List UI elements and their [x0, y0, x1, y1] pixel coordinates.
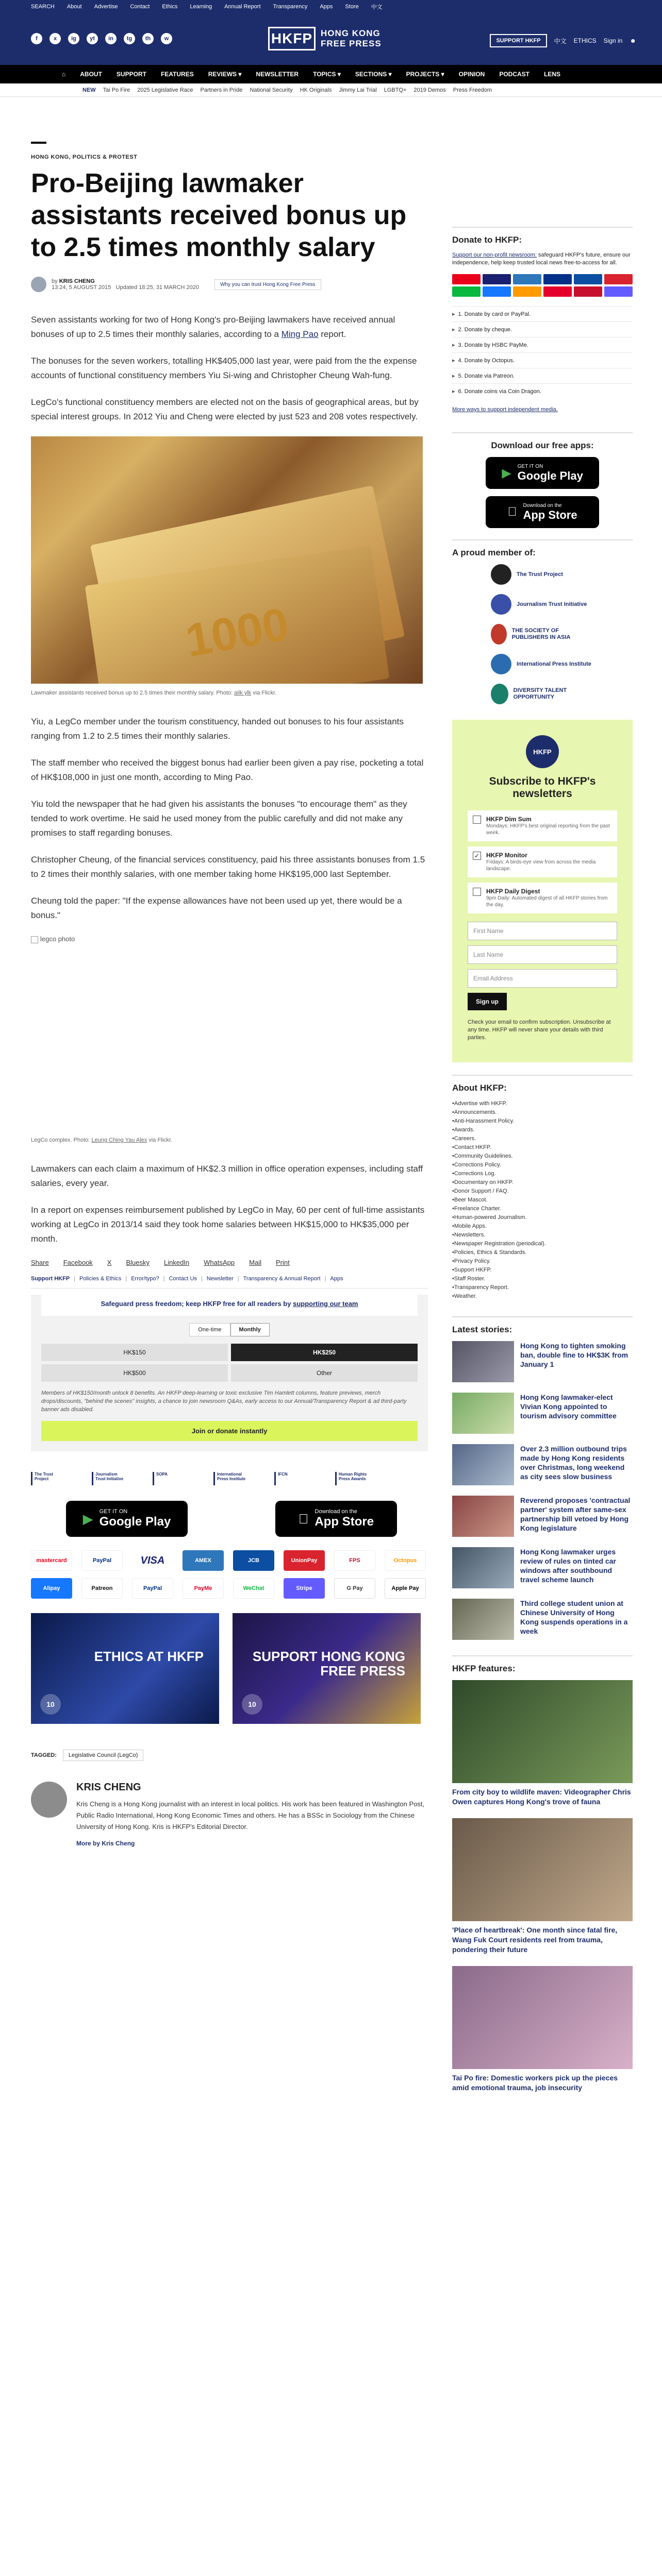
youtube-icon[interactable]: yt [87, 33, 98, 44]
story-thumbnail [452, 1393, 514, 1434]
author-link[interactable]: KRIS CHENG [59, 278, 95, 284]
about-link[interactable]: • Beer Mascot. [452, 1196, 633, 1205]
footer-link[interactable]: Contact Us [169, 1276, 197, 1282]
newsletter-option[interactable]: HKFP Dim Sum Mondays: HKFP's best original reporting from the past week. [468, 810, 617, 841]
newsletter-title: Subscribe to HKFP's newsletters [489, 775, 596, 800]
ifcn-logo[interactable]: IFCN [274, 1472, 310, 1485]
ming-pao-link[interactable]: Ming Pao [281, 329, 319, 339]
donate-button[interactable]: Join or donate instantly [41, 1421, 418, 1441]
visa-icon [483, 274, 511, 284]
donate-panel [452, 227, 633, 414]
trending-link[interactable]: Partners in Pride [200, 87, 243, 93]
story-thumbnail [452, 1444, 514, 1485]
hrpa-logo[interactable]: Human Rights Press Awards [335, 1472, 371, 1485]
paragraph: Yiu told the newspaper that he had given his assistants the bonuses "to encourage them" as they tended to work overtime. He said he used money from the public carefully and did not make any promises to staff regarding bonuses. [31, 799, 407, 838]
trending-link[interactable]: HK Originals [300, 87, 332, 93]
promo-title: ETHICS AT HKFP [94, 1649, 204, 1664]
feature-image [452, 1680, 633, 1783]
about-link[interactable]: • Newspaper Registration (periodical). [452, 1240, 633, 1248]
footer-link[interactable]: Support HKFP [31, 1276, 70, 1282]
app-store-badges [31, 1501, 428, 1537]
main-nav [0, 65, 662, 83]
checkbox-checked[interactable]: ✓ [473, 852, 481, 860]
trending-bar [0, 83, 662, 97]
story-thumbnail [452, 1599, 514, 1640]
apps-panel [452, 432, 633, 528]
trending-link[interactable]: Jimmy Lai Trial [339, 87, 377, 93]
share-bluesky-link[interactable]: Bluesky [126, 1259, 150, 1266]
telegram-icon[interactable]: tg [124, 33, 135, 44]
support-hkfp-button[interactable]: SUPPORT HKFP [490, 34, 547, 47]
jcb-icon [574, 274, 602, 284]
wechat-icon: WeChat [233, 1578, 274, 1599]
logo-line: FREE PRESS [321, 39, 382, 48]
hkfp-badge: HKFP [526, 735, 559, 768]
unionpay-icon [604, 274, 633, 284]
wechat-icon [452, 286, 481, 297]
amex-icon: AMEX [183, 1550, 224, 1571]
nav-item[interactable]: ABOUT [80, 71, 102, 78]
story-thumbnail [452, 1341, 514, 1382]
nav-item[interactable]: OPINION [458, 71, 485, 78]
donate-option[interactable]: ▸ 6. Donate coins via Coin Dragon. [452, 383, 633, 399]
about-link[interactable]: • Contact HKFP. [452, 1143, 633, 1152]
nav-item[interactable]: NEWSLETTER [256, 71, 299, 78]
author-box [31, 1782, 428, 1847]
app-store-badge[interactable]: Download on the App Store [275, 1501, 397, 1537]
octopus-icon: Octopus [385, 1550, 426, 1571]
image-alt-text: legco photo [40, 935, 75, 943]
paragraph: The bonuses for the seven workers, totalling HK$405,000 last year, were paid from the the expense accounts of functional constituency members Yiu Si-wing and Christopher Cheung Wah-fung. [31, 356, 417, 380]
trending-link[interactable]: National Security [250, 87, 293, 93]
search-link[interactable]: SEARCH [31, 4, 55, 10]
tags [31, 1750, 428, 1761]
unionpay-icon: UnionPay [284, 1550, 325, 1571]
more-ways-link[interactable]: More ways to support independent media. [452, 406, 558, 413]
amount-option[interactable]: Other [231, 1364, 418, 1382]
applepay-icon: Apple Pay [385, 1578, 426, 1599]
publish-date: 13:24, 5 AUGUST 2015 [52, 284, 111, 291]
card-icons [452, 274, 633, 297]
facebook-icon[interactable]: f [31, 33, 42, 44]
story-thumbnail [452, 1547, 514, 1588]
trending-link[interactable]: LGBTQ+ [384, 87, 407, 93]
about-link[interactable]: • Support HKFP. [452, 1266, 633, 1275]
paragraph: In a report on expenses reimbursement published by LegCo in May, 60 per cent of full-time assistants working at LegCo in 2013/14 said they took home salaries between HK$15,000 to HK$35,000 per month. [31, 1205, 425, 1244]
threads-icon[interactable]: th [142, 33, 154, 44]
home-icon[interactable]: ⌂ [62, 71, 66, 78]
nav-item[interactable]: SUPPORT [116, 71, 146, 78]
about-title: About HKFP: [452, 1083, 507, 1093]
topbar-link[interactable]: Store [345, 4, 359, 10]
trust-link[interactable]: Why you can trust Hong Kong Free Press [214, 279, 321, 290]
latest-title: Latest stories: [452, 1325, 512, 1334]
nonprofit-link[interactable]: Support our non-profit newsroom: [452, 252, 537, 258]
about-link[interactable]: • Documentary on HKFP. [452, 1178, 633, 1187]
ipi-logo[interactable]: International Press Institute [213, 1472, 250, 1485]
updated-date: Updated 18:25, 31 MARCH 2020 [115, 284, 199, 291]
newsletter-option[interactable]: HKFP Daily Digest 9pm Daily: Automated digest of all HKFP stories from the day. [468, 883, 617, 913]
site-logo[interactable] [268, 27, 382, 50]
about-link[interactable]: • Announcements. [452, 1108, 633, 1117]
share-linkedin-link[interactable]: LinkedIn [164, 1259, 190, 1266]
amount-option[interactable]: HK$500 [41, 1364, 228, 1382]
jcb-icon: JCB [233, 1550, 274, 1571]
donate-option[interactable]: ▸ 5. Donate via Patreon. [452, 368, 633, 383]
about-link[interactable]: • Corrections Policy. [452, 1161, 633, 1170]
paragraph: The staff member who received the biggest bonus had earlier been given a pay rise, pocketing a total of HK$108,000 in just one month, according to Ming Pao. [31, 758, 424, 782]
patreon-icon: Patreon [81, 1578, 123, 1599]
donate-option[interactable]: ▸ 3. Donate by HSBC PayMe. [452, 337, 633, 352]
one-time-option[interactable]: One-time [189, 1323, 230, 1336]
footer-link[interactable]: Apps [330, 1276, 343, 1282]
member-logo[interactable]: The Trust Project [491, 564, 594, 585]
trust-logos [31, 1472, 428, 1485]
print-link[interactable]: Print [275, 1259, 290, 1266]
feature-item[interactable]: Tai Po fire: Domestic workers pick up the pieces amid emotional trauma, job insecurity [452, 1966, 633, 2093]
x-icon[interactable]: x [49, 33, 61, 44]
about-link[interactable]: • Weather. [452, 1292, 633, 1301]
feature-item[interactable]: 'Place of heartbreak': One month since fatal fire, Wang Fuk Court residents reel from trauma, pondering their future [452, 1818, 633, 1955]
tag-link[interactable]: Legislative Council (LegCo) [63, 1750, 144, 1761]
trending-link[interactable]: Press Freedom [453, 87, 492, 93]
about-link[interactable]: • Corrections Log. [452, 1170, 633, 1178]
google-play-badge[interactable]: ▶ GET IT ON Google Play [486, 457, 599, 489]
footer-link[interactable]: Policies & Ethics [79, 1276, 122, 1282]
photo-credit-link[interactable]: ailk ylk [234, 690, 252, 696]
photo-caption: LegCo complex. Photo: Leung Ching Yau Alex via Flickr. [31, 1137, 173, 1143]
story-item[interactable]: Third college student union at Chinese University of Hong Kong suspends operations in a week [452, 1599, 633, 1640]
byline-prefix: by [52, 278, 58, 284]
nav-item[interactable]: LENS [544, 71, 561, 78]
checkbox[interactable] [473, 888, 481, 896]
nav-item[interactable]: PODCAST [499, 71, 529, 78]
member-logo[interactable]: DIVERSITY TALENT OPPORTUNITY [491, 684, 594, 704]
byline [31, 277, 428, 292]
paragraph: LegCo's functional constituency members are elected not on the basis of geographical areas, but by special interest groups. In 2012 Yiu and Cheng were elected by just 523 and 208 votes respectively. [31, 397, 419, 421]
topbar-link[interactable]: Apps [320, 4, 333, 10]
about-link[interactable]: • Mobile Apps. [452, 1222, 633, 1231]
about-list [452, 1099, 633, 1301]
article-category[interactable]: HONG KONG, POLITICS & PROTEST [31, 154, 138, 160]
headline-rule [31, 142, 46, 144]
nav-item[interactable]: FEATURES [160, 71, 194, 78]
author-bio: Kris Cheng is a Hong Kong journalist with an interest in local politics. His work has been featured in Washington Post, Public Radio International, Hong Kong Economic Times and others. He has a BSSc in Sociology from the Chinese University of Hong Kong. Kris is HKFP's Editorial Director. [76, 1800, 425, 1831]
new-label: NEW [82, 87, 96, 93]
apple-icon [507, 505, 517, 519]
sidebar [452, 227, 633, 2104]
about-link[interactable]: • Awards. [452, 1126, 633, 1134]
newsletter-note: Check your email to confirm subscription. Unsubscribe at any time. HKFP will never share your details with third parties. [468, 1019, 611, 1041]
article [31, 142, 428, 1847]
topbar-link[interactable]: Advertise [94, 4, 118, 10]
amex-icon [513, 274, 541, 284]
article-footer-links: Support HKFP | Policies & Ethics | Error/typo? | Contact Us | Newsletter | Transparency & Annual Report | Apps [31, 1276, 428, 1289]
paragraph: Lawmakers can each claim a maximum of HK$2.3 million in office operation expenses, including staff salaries, every year. [31, 1164, 423, 1188]
share-label: Share [31, 1259, 49, 1266]
topbar-link[interactable]: Learning [190, 4, 212, 10]
about-link[interactable]: • Community Guidelines. [452, 1152, 633, 1161]
newsletter-signup [452, 720, 633, 1062]
nav-item[interactable]: TOPICS ▾ [313, 71, 341, 78]
newsletter-option[interactable]: ✓ HKFP Monitor Fridays: A birds-eye view from across the media landscape. [468, 846, 617, 877]
about-link[interactable]: • Policies, Ethics & Standards. [452, 1248, 633, 1257]
story-item[interactable]: Hong Kong to tighten smoking ban, double fine to HK$3K from January 1 [452, 1341, 633, 1382]
story-thumbnail [452, 1496, 514, 1537]
member-logo[interactable]: Journalism Trust Initiative [491, 594, 594, 615]
octopus-icon [513, 286, 541, 297]
about-link[interactable]: • Newsletters. [452, 1231, 633, 1240]
alipay-icon [483, 286, 511, 297]
logo-wordmark [321, 28, 382, 49]
paragraph: Yiu, a LegCo member under the tourism constituency, handed out bonuses to his four assistants ranging from 1.2 to 2.5 times their monthly salaries. [31, 717, 404, 741]
support-promo[interactable] [233, 1613, 421, 1724]
members-title: A proud member of: [452, 548, 536, 557]
features-title: HKFP features: [452, 1664, 516, 1673]
about-link[interactable]: • Privacy Policy. [452, 1257, 633, 1266]
donate-note: Members of HK$150/month unlock 8 benefits. An HKFP deep-learning or toxic exclusive Tim Hamlett columns, feature previews, merch drops/discounts, "behind the scenes" insights, a chance to join newsroom Q&As, early access to our Annual/Transparency Report & ad third-party banner ads disabled. [41, 1390, 407, 1413]
monthly-option[interactable]: Monthly [230, 1323, 270, 1336]
about-link[interactable]: • Advertise with HKFP. [452, 1099, 633, 1108]
more-by-author-link[interactable]: More by Kris Cheng [76, 1840, 135, 1847]
payment-methods [31, 1550, 428, 1599]
share-bar [31, 1259, 428, 1266]
story-item[interactable]: Over 2.3 million outbound trips made by Hong Kong residents over Christmas, long weekend as city sees slow business [452, 1444, 633, 1485]
banknotes-photo [31, 436, 423, 684]
paypal-icon [543, 274, 572, 284]
banknote-numeral: 1000 [181, 598, 293, 667]
trust-project-logo[interactable]: The Trust Project [31, 1472, 67, 1485]
photo-caption: Lawmaker assistants received bonus up to 2.5 times their monthly salary. Photo: ailk ylk via Flickr. [31, 690, 277, 696]
anniversary-badge: 10 [40, 1694, 61, 1715]
jti-logo[interactable]: Journalism Trust Initiative [92, 1472, 128, 1485]
about-link[interactable]: • Human-powered Journalism. [452, 1213, 633, 1222]
logo-mark: HKFP [268, 27, 316, 50]
story-item[interactable]: Reverend proposes 'contractual partner' system after same-sex partnership bill vetoed by Hong Kong legislature [452, 1496, 633, 1537]
promo-banners [31, 1613, 428, 1724]
checkbox[interactable] [473, 816, 481, 824]
user-icon[interactable]: ☻ [630, 37, 636, 44]
topbar-link[interactable]: Ethics [162, 4, 178, 10]
donate-option[interactable]: ▸ 4. Donate by Octopus. [452, 352, 633, 368]
about-link[interactable]: • Donor Support / FAQ. [452, 1187, 633, 1196]
alipay-icon: Alipay [31, 1578, 72, 1599]
top-bar [0, 0, 662, 13]
email-field[interactable]: Email Address [468, 969, 617, 988]
play-icon: ▶ [502, 466, 511, 480]
mastercard-icon: mastercard [31, 1550, 72, 1571]
about-link[interactable]: • Staff Roster. [452, 1275, 633, 1283]
donate-heading: Safeguard press freedom; keep HKFP free for all readers by supporting our team [41, 1295, 418, 1316]
feature-image [452, 1966, 633, 2069]
tagged-label: TAGGED: [31, 1752, 57, 1758]
feature-image [452, 1818, 633, 1921]
author-name[interactable]: KRIS CHENG [76, 1782, 141, 1793]
about-link[interactable]: • Freelance Charter. [452, 1205, 633, 1213]
photo-credit-link[interactable]: Leung Ching Yau Alex [91, 1137, 147, 1143]
stripe-icon: Stripe [284, 1578, 325, 1599]
donate-widget [31, 1295, 428, 1451]
stripe-icon [604, 286, 633, 297]
support-team-link[interactable]: supporting our team [293, 1300, 358, 1308]
feature-item[interactable]: From city boy to wildlife maven: Videographer Chris Owen captures Hong Kong's trove of fauna [452, 1680, 633, 1807]
paragraph: Seven assistants working for two of Hong Kong's pro-Beijing lawmakers have received annual bonuses of up to 2.5 times their monthly salaries, according to a Ming Pao report. [31, 315, 395, 339]
instagram-icon[interactable]: ig [68, 33, 79, 44]
footer-link[interactable]: Newsletter [206, 1276, 234, 1282]
apple-icon [299, 1511, 309, 1527]
last-name-field[interactable]: Last Name [468, 945, 617, 964]
linkedin-icon[interactable]: in [105, 33, 117, 44]
ethics-promo[interactable] [31, 1613, 219, 1724]
nav-item[interactable]: REVIEWS ▾ [208, 71, 242, 78]
footer-link[interactable]: Error/typo? [131, 1276, 159, 1282]
amount-option-selected[interactable]: HK$250 [231, 1344, 418, 1361]
about-link[interactable]: • Careers. [452, 1134, 633, 1143]
donate-intro: Support our non-profit newsroom: safeguard HKFP's future, ensure our independence, help keep trusted local news free-to-access for all. [452, 252, 631, 266]
google-play-badge[interactable]: ▶ GET IT ON Google Play [66, 1501, 188, 1537]
ethics-link[interactable]: ETHICS [573, 37, 597, 44]
visa-icon: VISA [132, 1550, 173, 1571]
trending-link[interactable]: 2025 Legislative Race [137, 87, 193, 93]
social-links [31, 33, 172, 44]
topbar-lang-link[interactable]: 中文 [371, 4, 383, 10]
about-link[interactable]: • Transparency Report. [452, 1283, 633, 1292]
fps-icon [574, 286, 602, 297]
article-headline: Pro-Beijing lawmaker assistants received bonus up to 2.5 times monthly salary [31, 168, 407, 262]
payme-icon: PayMe [183, 1578, 224, 1599]
mastercard-icon [452, 274, 481, 284]
amount-option[interactable]: HK$150 [41, 1344, 228, 1361]
brand-bar [0, 13, 662, 65]
author-avatar [31, 277, 46, 292]
story-item[interactable]: Hong Kong lawmaker-elect Vivian Kong appointed to tourism advisory committee [452, 1393, 633, 1434]
donate-option[interactable]: ▸ 1. Donate by card or PayPal. [452, 306, 633, 321]
trending-link[interactable]: 2019 Demos [413, 87, 446, 93]
features-panel [452, 1655, 633, 2093]
donate-option[interactable]: ▸ 2. Donate by cheque. [452, 321, 633, 337]
broken-image-icon [31, 936, 38, 943]
topbar-link[interactable]: About [67, 4, 82, 10]
brand-actions [490, 34, 636, 47]
share-x-link[interactable]: X [107, 1259, 112, 1266]
paragraph: Cheung told the paper: "If the expense allowances have not been used up yet, there would be a bonus." [31, 896, 402, 920]
promo-title: SUPPORT HONG KONG FREE PRESS [252, 1649, 405, 1679]
payme-icon [543, 286, 572, 297]
footer-link[interactable]: Transparency & Annual Report [243, 1276, 321, 1282]
amount-options [41, 1344, 418, 1382]
story-item[interactable]: Hong Kong lawmaker urges review of rules on tinted car windows after southbound travel scheme launch [452, 1547, 633, 1588]
topbar-link[interactable]: Annual Report [224, 4, 261, 10]
member-logo[interactable]: International Press Institute [491, 654, 594, 674]
frequency-toggle [41, 1323, 418, 1336]
app-store-badge[interactable]: Download on the App Store [486, 496, 599, 528]
nav-item[interactable]: SECTIONS ▾ [355, 71, 392, 78]
nav-item[interactable]: PROJECTS ▾ [406, 71, 444, 78]
whatsapp-icon[interactable]: w [161, 33, 172, 44]
member-logo[interactable]: THE SOCIETY OF PUBLISHERS IN ASIA [491, 624, 594, 645]
legco-photo [31, 935, 428, 1131]
latest-panel [452, 1316, 633, 1640]
share-mail-link[interactable]: Mail [249, 1259, 261, 1266]
byline-meta [52, 278, 199, 291]
apps-title: Download our free apps: [491, 440, 594, 450]
share-facebook-link[interactable]: Facebook [63, 1259, 93, 1266]
topbar-link[interactable]: Transparency [273, 4, 308, 10]
first-name-field[interactable]: First Name [468, 922, 617, 940]
paragraph: Christopher Cheung, of the financial services constituency, paid his three assistants bonuses from 1.5 to 2 times their monthly salaries, with one member taking home HK$195,000 last September. [31, 855, 425, 879]
topbar-link[interactable]: Contact [130, 4, 150, 10]
sopa-logo[interactable]: SOPA [153, 1472, 189, 1485]
logo-line: HONG KONG [321, 28, 380, 38]
members-panel [452, 539, 633, 704]
paypal-icon: PayPal [132, 1578, 173, 1599]
donate-title: Donate to HKFP: [452, 235, 522, 245]
play-icon: ▶ [82, 1511, 93, 1527]
sign-in-link[interactable]: Sign in [603, 37, 623, 44]
fps-icon: FPS [334, 1550, 375, 1571]
anniversary-badge: 10 [242, 1694, 262, 1715]
gpay-icon: G Pay [334, 1578, 375, 1599]
about-link[interactable]: • Anti-Harassment Policy. [452, 1117, 633, 1126]
sign-up-button[interactable]: Sign up [468, 993, 507, 1010]
author-avatar [31, 1782, 67, 1818]
paypal-icon: PayPal [81, 1550, 123, 1571]
share-whatsapp-link[interactable]: WhatsApp [204, 1259, 235, 1266]
about-panel [452, 1075, 633, 1301]
language-link[interactable]: 中文 [554, 37, 567, 45]
trending-link[interactable]: Tai Po Fire [103, 87, 130, 93]
